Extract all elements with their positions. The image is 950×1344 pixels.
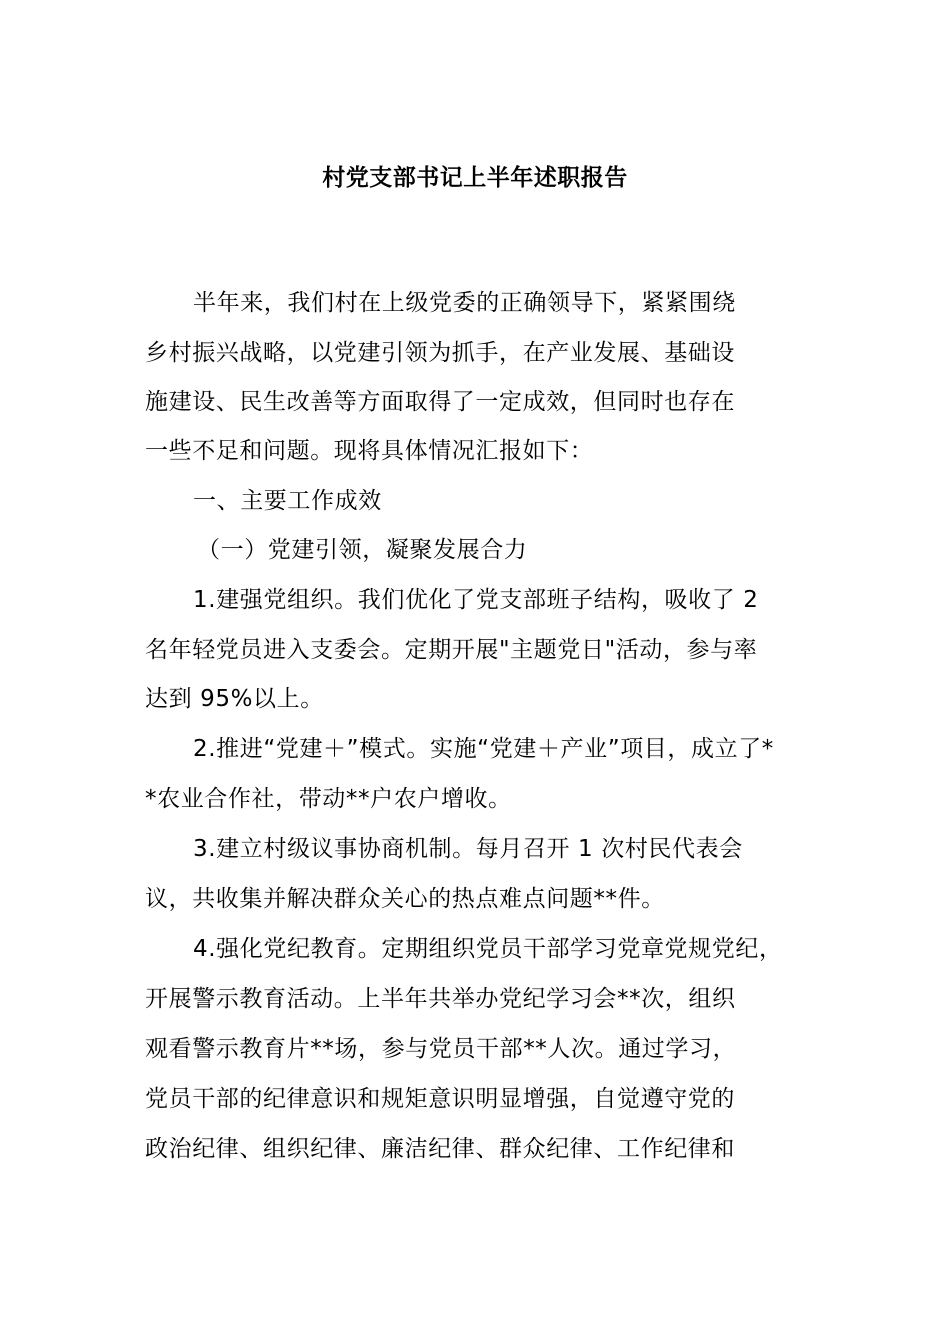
paragraph-line: 4.强化党纪教育。定期组织党员干部学习党章党规党纪， [193,936,783,962]
paragraph-line: 达到 95%以上。 [145,686,324,712]
paragraph-line: 政治纪律、组织纪律、廉洁纪律、群众纪律、工作纪律和 [145,1136,735,1162]
paragraph-line: 观看警示教育片**场，参与党员干部**人次。通过学习， [145,1036,737,1062]
paragraph-line: 议，共收集并解决群众关心的热点难点问题**件。 [145,886,665,912]
paragraph-line: 名年轻党员进入支委会。定期开展"主题党日"活动，参与率 [145,637,758,663]
paragraph-line: 半年来，我们村在上级党委的正确领导下，紧紧围绕 [193,290,736,316]
paragraph-line: *农业合作社，带动**户农户增收。 [145,786,512,812]
section-heading: 一、主要工作成效 [193,488,382,514]
subsection-heading: （一）党建引领，凝聚发展合力 [197,537,528,563]
document-title: 村党支部书记上半年述职报告 [322,165,628,191]
paragraph-line: 乡村振兴战略，以党建引领为抓手，在产业发展、基础设 [145,340,735,366]
paragraph-line: 2.推进“党建＋”模式。实施“党建＋产业”项目，成立了* [193,736,774,762]
paragraph-line: 1.建强党组织。我们优化了党支部班子结构，吸收了 2 [193,587,759,613]
paragraph-line: 党员干部的纪律意识和规矩意识明显增强，自觉遵守党的 [145,1086,735,1112]
paragraph-line: 3.建立村级议事协商机制。每月召开 1 次村民代表会 [193,836,743,862]
paragraph-line: 施建设、民生改善等方面取得了一定成效，但同时也存在 [145,389,735,415]
paragraph-line: 开展警示教育活动。上半年共举办党纪学习会**次，组织 [145,986,736,1012]
paragraph-line: 一些不足和问题。现将具体情况汇报如下： [145,438,594,464]
